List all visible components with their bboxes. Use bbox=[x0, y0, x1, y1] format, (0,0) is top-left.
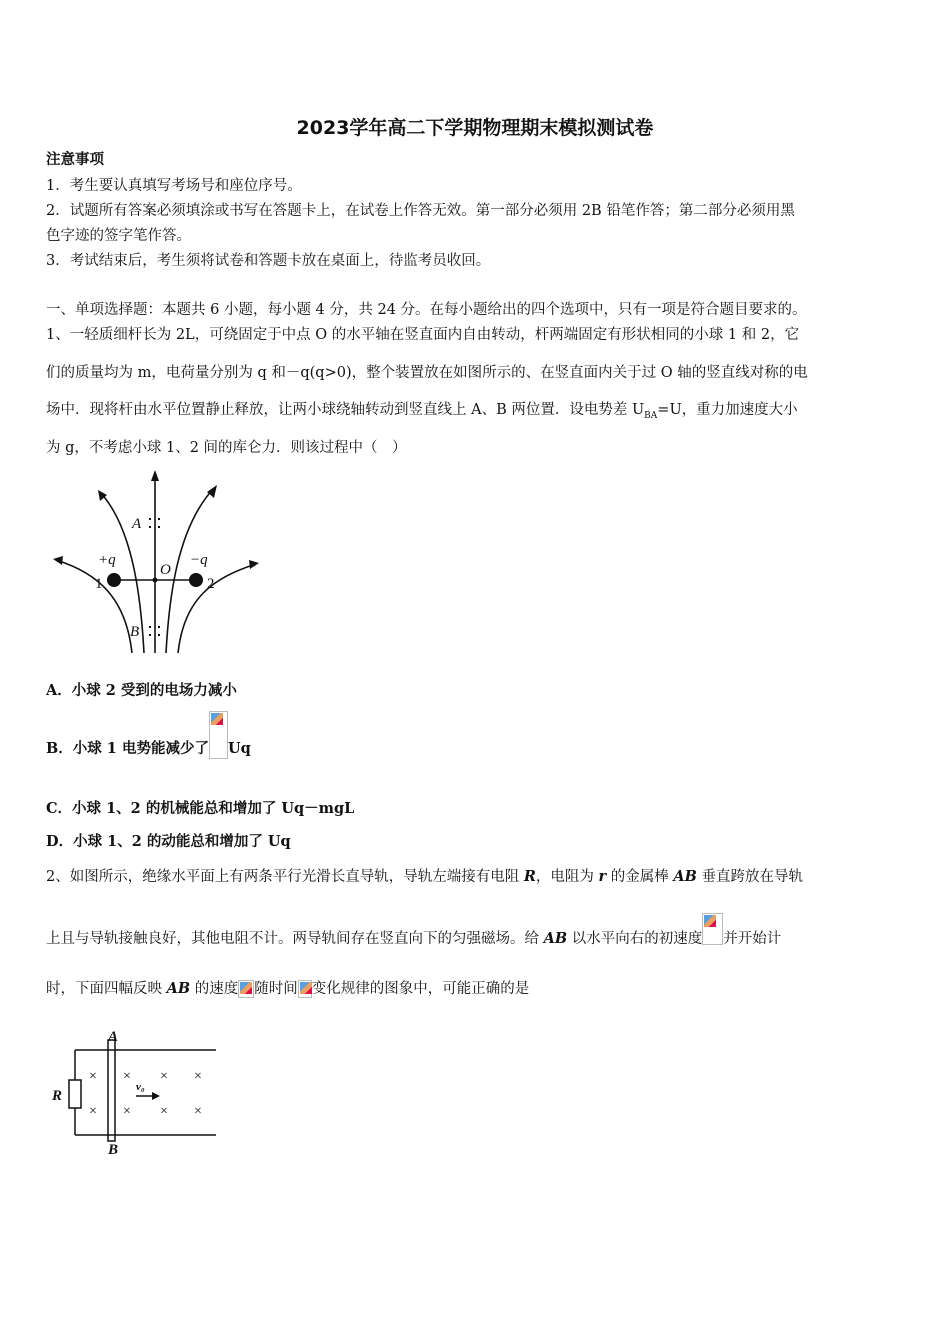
magnetic-field-mark: × bbox=[89, 1104, 97, 1119]
arrowhead-inner-right bbox=[207, 485, 217, 498]
resistor bbox=[69, 1080, 81, 1108]
notice-item-2a: 2．试题所有答案必须填涂或书写在答题卡上，在试卷上作答无效。第一部分必须用 2B 铅笔作答；第二部分必须用黑 bbox=[46, 203, 795, 219]
ball-2 bbox=[189, 573, 203, 587]
q1-line2: 们的质量均为 m，电荷量分别为 q 和－q(q>0)，整个装置放在如图所示的、在竖直面内关于过 O 轴的竖直线对称的电 bbox=[46, 365, 808, 381]
q1-option-c: C．小球 1、2 的机械能总和增加了 Uq－mgL bbox=[46, 800, 355, 817]
q1-option-b-unit: Uq bbox=[227, 740, 251, 757]
q2-line1 bbox=[46, 867, 803, 887]
q2-line3-text: 时，下面四幅反映 bbox=[46, 981, 167, 997]
ball-1 bbox=[107, 573, 121, 587]
label-o: O bbox=[160, 562, 171, 578]
q2-line2-text: 并开始计 bbox=[723, 931, 782, 947]
q1-option-d: D．小球 1、2 的动能总和增加了 Uq bbox=[46, 833, 291, 850]
q2-line1-text: 垂直跨放在导轨 bbox=[696, 869, 803, 885]
q1-subscript: BA bbox=[644, 410, 658, 421]
q1-option-a: A．小球 2 受到的电场力减小 bbox=[46, 682, 237, 699]
q1-field-figure bbox=[48, 468, 262, 658]
notice-item-2b: 色字迹的签字笔作答。 bbox=[46, 228, 191, 244]
notice-item-1: 1．考生要认真填写考场号和座位序号。 bbox=[46, 178, 302, 194]
q1-line3 bbox=[46, 400, 798, 426]
q2-line3-text: 变化规律的图象中，可能正确的是 bbox=[311, 981, 530, 997]
arrowhead-outer-right bbox=[249, 560, 259, 569]
label-resistor: R bbox=[52, 1088, 63, 1104]
q2-line2 bbox=[46, 929, 781, 949]
label-rod-b: B bbox=[108, 1142, 119, 1158]
q2-rod-symbol: AB bbox=[543, 930, 568, 947]
q2-rail-figure bbox=[48, 1030, 220, 1158]
point-b-dot bbox=[158, 626, 160, 628]
magnetic-field-mark: × bbox=[160, 1069, 168, 1084]
page-title: 2023学年高二下学期物理期末模拟测试卷 bbox=[296, 117, 654, 139]
q2-line2-text: 上且与导轨接触良好，其他电阻不计。两导轨间存在竖直向下的匀强磁场。给 bbox=[46, 931, 544, 947]
point-a-dot bbox=[149, 518, 151, 520]
label-minus-q: −q bbox=[190, 552, 208, 568]
q2-line1-text: 2、如图所示，绝缘水平面上有两条平行光滑长直导轨，导轨左端接有电阻 bbox=[46, 869, 524, 885]
metal-rod bbox=[108, 1040, 115, 1141]
magnetic-field-mark: × bbox=[160, 1104, 168, 1119]
point-a-dot bbox=[158, 526, 160, 528]
q1-line3-text: 场中．现将杆由水平位置静止释放，让两小球绕轴转动到竖直线上 A、B 两位置．设电势差 U bbox=[46, 402, 645, 418]
q2-rod-symbol: AB bbox=[673, 868, 697, 885]
q2-resistor-symbol: R bbox=[523, 868, 536, 885]
label-rod-a: A bbox=[108, 1030, 119, 1045]
q1-line1: 1、一轻质细杆长为 2L，可绕固定于中点 O 的水平轴在竖直面内自由转动，杆两端固定有形状相同的小球 1 和 2，它 bbox=[46, 327, 800, 343]
q1-option-b-text: B．小球 1 电势能减少了 bbox=[46, 740, 209, 757]
label-plus-q: +q bbox=[98, 552, 116, 568]
point-a-dot bbox=[158, 518, 160, 520]
missing-image-icon bbox=[702, 913, 723, 945]
field-line-outer-left bbox=[56, 560, 132, 653]
notice-heading: 注意事项 bbox=[46, 151, 104, 168]
q2-line3-text: 的速度 bbox=[190, 981, 239, 997]
arrowhead-outer-left bbox=[53, 556, 63, 565]
q1-line4: 为 g，不考虑小球 1、2 间的库仑力．则该过程中（ ） bbox=[46, 440, 407, 456]
label-ball-1: 1 bbox=[95, 576, 103, 592]
missing-image-icon bbox=[238, 980, 254, 998]
magnetic-field-mark: × bbox=[194, 1069, 202, 1084]
q2-line3-text: 随时间 bbox=[254, 981, 298, 997]
q1-line3-rest: =U，重力加速度大小 bbox=[657, 402, 798, 418]
magnetic-field-mark: × bbox=[123, 1069, 131, 1084]
q1-option-b bbox=[46, 739, 251, 759]
point-b-dot bbox=[149, 634, 151, 636]
point-b-dot bbox=[149, 626, 151, 628]
pivot-o bbox=[153, 578, 158, 583]
magnetic-field-mark: × bbox=[194, 1104, 202, 1119]
point-b-dot bbox=[158, 634, 160, 636]
q2-line1-text: 的金属棒 bbox=[606, 869, 674, 885]
label-v0: v₀ bbox=[136, 1081, 145, 1093]
label-ball-2: 2 bbox=[207, 576, 215, 592]
label-b: B bbox=[130, 624, 140, 640]
label-a: A bbox=[132, 516, 142, 532]
velocity-arrowhead bbox=[152, 1092, 160, 1100]
q2-line2-text: 以水平向右的初速度 bbox=[567, 931, 703, 947]
point-a-dot bbox=[149, 526, 151, 528]
q2-rod-symbol: AB bbox=[166, 980, 191, 997]
q2-line1-text: ，电阻为 bbox=[535, 869, 599, 885]
arrowhead-center bbox=[151, 470, 159, 481]
magnetic-field-mark: × bbox=[123, 1104, 131, 1119]
field-line-inner-right bbox=[166, 488, 214, 653]
section-heading: 一、单项选择题：本题共 6 小题，每小题 4 分，共 24 分。在每小题给出的四个选项中，只有一项是符合题目要求的。 bbox=[46, 302, 807, 318]
magnetic-field-mark: × bbox=[89, 1069, 97, 1084]
q2-rod-resistance-symbol: r bbox=[598, 868, 607, 885]
q2-line3 bbox=[46, 979, 529, 999]
notice-item-3: 3．考试结束后，考生须将试卷和答题卡放在桌面上，待监考员收回。 bbox=[46, 253, 491, 269]
missing-image-icon bbox=[209, 711, 228, 759]
missing-image-icon bbox=[298, 980, 312, 998]
